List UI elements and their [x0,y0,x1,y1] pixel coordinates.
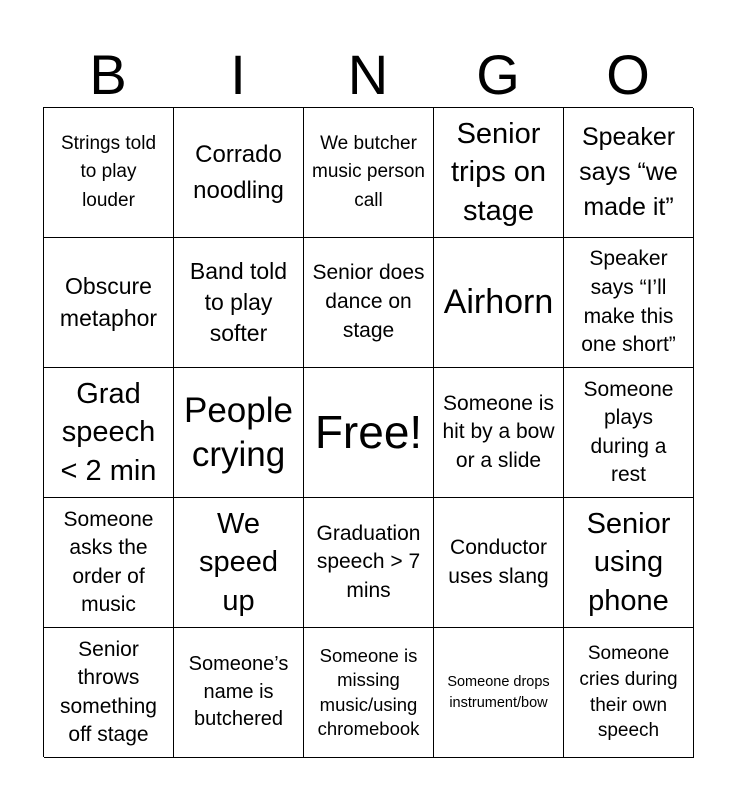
cell-text: Senior trips on stage [450,117,547,227]
bingo-cell[interactable] [44,628,174,758]
bingo-cell[interactable] [174,238,304,368]
cell-text: Someone is hit by a bow or a slide [442,391,555,472]
bingo-cell[interactable] [44,498,174,628]
header-letter-b: B [89,43,127,106]
header-letter-o: O [606,43,650,106]
cell-text: Graduation speech > 7 mins [316,521,421,602]
bingo-cell[interactable] [564,108,694,238]
bingo-cell[interactable] [304,108,434,238]
cell-text: Conductor uses slang [448,536,549,588]
bingo-cell[interactable] [434,368,564,498]
cell-text: Senior using phone [586,507,671,617]
cell-text: Airhorn [443,283,554,322]
bingo-cell[interactable] [174,628,304,758]
cell-text: Speaker says “we made it” [579,123,678,221]
cell-text: Corrado noodling [193,140,284,204]
bingo-cell[interactable] [174,498,304,628]
header-letter-g: G [476,43,520,106]
cell-text: Strings told to play louder [60,132,157,211]
cell-text: We speed up [198,507,278,617]
bingo-cell[interactable] [434,108,564,238]
header-letter-n: N [347,43,389,106]
bingo-cell[interactable] [304,498,434,628]
bingo-header [43,44,693,106]
cell-text: Free! [314,405,423,458]
cell-text: Someone is missing music/using chromebook [317,645,420,739]
bingo-cell[interactable] [174,108,304,238]
bingo-cell[interactable] [174,368,304,498]
bingo-cell[interactable] [564,628,694,758]
bingo-board [43,107,693,757]
cell-text: People crying [184,390,293,474]
bingo-cell[interactable] [434,498,564,628]
cell-text: Someone drops instrument/bow [447,674,550,711]
bingo-cell[interactable] [44,108,174,238]
bingo-cell[interactable] [434,238,564,368]
bingo-cell[interactable] [564,498,694,628]
cell-text: Obscure metaphor [59,273,158,331]
bingo-cell[interactable] [434,628,564,758]
bingo-cell[interactable] [304,628,434,758]
cell-text: Speaker says “I’ll make this one short” [581,246,676,357]
cell-text: Band told to play softer [189,257,288,347]
bingo-cell-free[interactable] [304,368,434,498]
bingo-cell[interactable] [564,368,694,498]
cell-text: Someone’s name is butchered [188,653,289,731]
bingo-cell[interactable] [564,238,694,368]
cell-text: Senior does dance on stage [312,261,425,342]
bingo-cell[interactable] [304,238,434,368]
cell-text: Senior throws something off stage [60,637,157,746]
header-letter-i: I [230,43,246,106]
cell-text: Grad speech < 2 min [60,377,157,487]
bingo-cell[interactable] [44,368,174,498]
bingo-cell[interactable] [44,238,174,368]
cell-text: Someone plays during a rest [583,377,674,486]
cell-text: We butcher music person call [312,133,425,211]
cell-text: Someone asks the order of music [63,507,154,616]
cell-text: Someone cries during their own speech [579,643,678,742]
